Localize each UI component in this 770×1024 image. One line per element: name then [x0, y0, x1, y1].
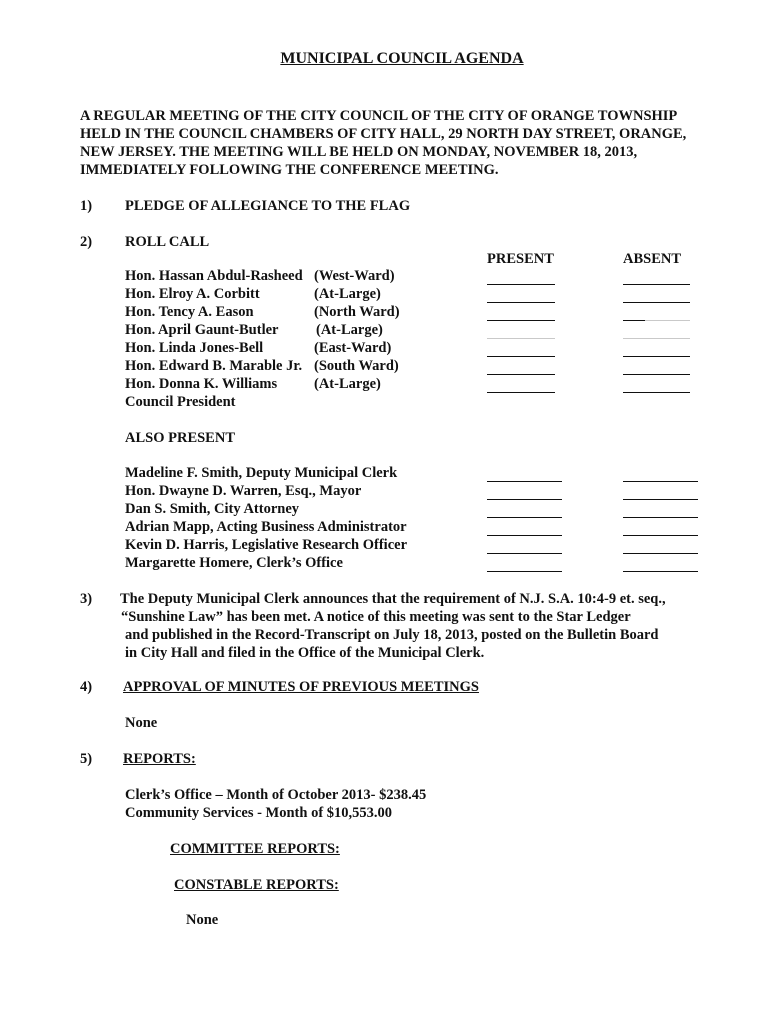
absent-blank [623, 302, 690, 303]
item-number: 3) [80, 591, 93, 607]
absent-blank [645, 320, 690, 321]
council-member-name: Hon. Linda Jones-Bell [125, 340, 264, 356]
council-member-ward: (North Ward) [314, 304, 400, 320]
present-blank [487, 535, 562, 536]
committee-reports-heading: COMMITTEE REPORTS: [170, 841, 340, 857]
council-member-ward: (South Ward) [314, 358, 399, 374]
intro-line: NEW JERSEY. THE MEETING WILL BE HELD ON MONDAY, NOVEMBER 18, 2013, [80, 144, 638, 160]
council-member-name: Hon. April Gaunt-Butler [125, 322, 279, 338]
item-number: 1) [80, 198, 93, 214]
council-member-ward: (At-Large) [316, 322, 383, 338]
present-column-header: PRESENT [487, 251, 554, 267]
page-title: MUNICIPAL COUNCIL AGENDA [280, 50, 524, 67]
clerk-report: Clerk’s Office – Month of October 2013- $238.45 [125, 787, 427, 803]
absent-blank [623, 499, 698, 500]
official-name: Adrian Mapp, Acting Business Administrator [125, 519, 407, 535]
constable-reports-body: None [186, 912, 219, 928]
minutes-heading: APPROVAL OF MINUTES OF PREVIOUS MEETINGS [123, 679, 479, 695]
present-blank [487, 499, 562, 500]
absent-blank [623, 320, 645, 321]
intro-line: HELD IN THE COUNCIL CHAMBERS OF CITY HALL, 29 NORTH DAY STREET, ORANGE, [80, 126, 687, 142]
minutes-body: None [125, 715, 158, 731]
item-number: 5) [80, 751, 93, 767]
official-name: Madeline F. Smith, Deputy Municipal Clerk [125, 465, 398, 481]
sunshine-law-line: in City Hall and filed in the Office of the Municipal Clerk. [125, 645, 485, 661]
council-member-name: Hon. Elroy A. Corbitt [125, 286, 260, 302]
absent-blank [623, 535, 698, 536]
sunshine-law-line: The Deputy Municipal Clerk announces that the requirement of N.J. S.A. 10:4-9 et. seq., [120, 591, 666, 607]
present-blank [487, 374, 555, 375]
absent-blank [623, 553, 698, 554]
council-member-ward: (East-Ward) [314, 340, 392, 356]
present-blank [487, 517, 562, 518]
intro-line: IMMEDIATELY FOLLOWING THE CONFERENCE MEETING. [80, 162, 499, 178]
roll-call-heading: ROLL CALL [125, 234, 210, 250]
present-blank [487, 338, 555, 339]
item-number: 4) [80, 679, 93, 695]
present-blank [487, 481, 562, 482]
pledge-heading: PLEDGE OF ALLEGIANCE TO THE FLAG [125, 198, 411, 214]
official-name: Hon. Dwayne D. Warren, Esq., Mayor [125, 483, 362, 499]
official-name: Kevin D. Harris, Legislative Research Officer [125, 537, 408, 553]
council-president-label: Council President [125, 394, 236, 410]
present-blank [487, 392, 555, 393]
absent-column-header: ABSENT [623, 251, 682, 267]
council-member-name: Hon. Tency A. Eason [125, 304, 254, 320]
sunshine-law-line: “Sunshine Law” has been met. A notice of this meeting was sent to the Star Ledger [121, 609, 631, 625]
absent-blank [623, 374, 690, 375]
present-blank [487, 571, 562, 572]
present-blank [487, 356, 555, 357]
council-member-name: Hon. Edward B. Marable Jr. [125, 358, 303, 374]
official-name: Margarette Homere, Clerk’s Office [125, 555, 343, 571]
item-number: 2) [80, 234, 93, 250]
absent-blank [623, 392, 690, 393]
community-services-report: Community Services - Month of $10,553.00 [125, 805, 393, 821]
council-member-name: Hon. Donna K. Williams [125, 376, 278, 392]
absent-blank [623, 571, 698, 572]
council-member-ward: (At-Large) [314, 286, 381, 302]
absent-blank [623, 356, 690, 357]
reports-heading: REPORTS: [123, 751, 196, 767]
absent-blank [623, 338, 690, 339]
sunshine-law-line: and published in the Record-Transcript on July 18, 2013, posted on the Bulletin Board [125, 627, 659, 643]
official-name: Dan S. Smith, City Attorney [125, 501, 300, 517]
present-blank [487, 553, 562, 554]
also-present-heading: ALSO PRESENT [125, 430, 235, 446]
absent-blank [623, 284, 690, 285]
intro-line: A REGULAR MEETING OF THE CITY COUNCIL OF THE CITY OF ORANGE TOWNSHIP [80, 108, 678, 124]
council-member-name: Hon. Hassan Abdul-Rasheed [125, 268, 303, 284]
absent-blank [623, 481, 698, 482]
council-member-ward: (West-Ward) [314, 268, 395, 284]
present-blank [487, 284, 555, 285]
absent-blank [623, 517, 698, 518]
constable-reports-heading: CONSTABLE REPORTS: [174, 877, 339, 893]
council-member-ward: (At-Large) [314, 376, 381, 392]
present-blank [487, 302, 555, 303]
present-blank [487, 320, 555, 321]
